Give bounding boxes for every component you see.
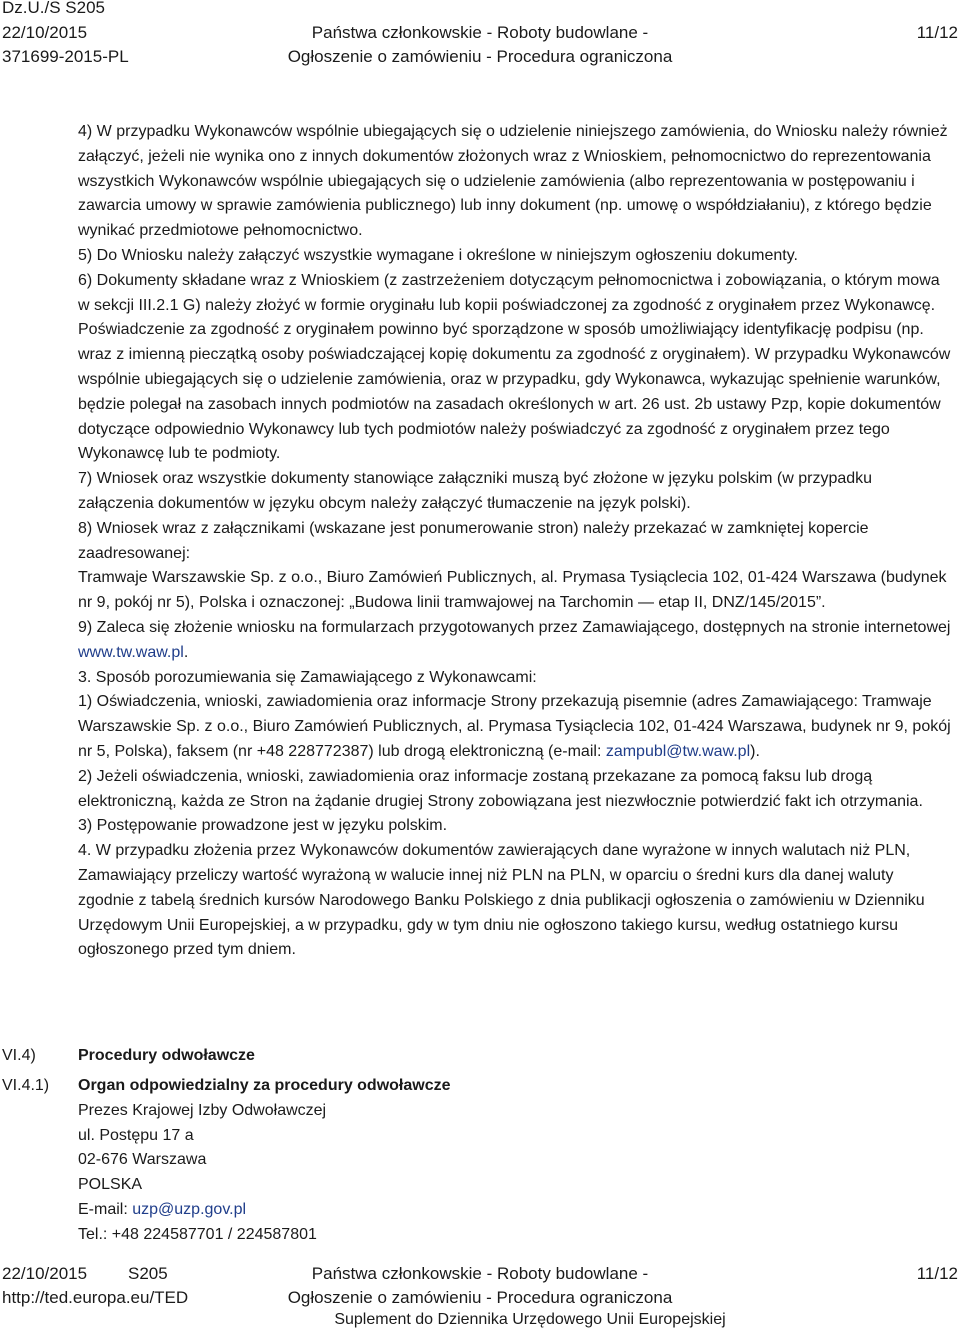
section-vi4-number: VI.4) xyxy=(2,1047,36,1064)
paragraph-7-language: 7) Wniosek oraz wszystkie dokumenty stanowiące załączniki muszą być złożone w języku polskim (w przypadku załączenia dokumentów w języku obcym należy załączyć tłumaczenie na język polski). xyxy=(78,470,873,512)
paragraph-9-forms xyxy=(78,616,952,666)
paragraph-3-1-end: ). xyxy=(750,742,760,760)
paragraph-3-1-text: 1) Oświadczenia, wnioski, zawiadomienia oraz informacje Strony przekazują pisemnie (adres Zamawiającego: Tramwaje Warszawskie Sp. z o.o., Biuro Zamówień Publicznych, al. Prymasa Tysiąclecia 102, 01-424 Warszawa, budynek nr 9, pokój nr 5, Polska), faksem (nr +48 228772387) lub drogą elektroniczną (e-mail: xyxy=(78,693,951,760)
email-link-zampubl[interactable]: zampubl@tw.waw.pl xyxy=(605,742,751,760)
email-link-uzp[interactable]: uzp@uzp.gov.pl xyxy=(132,1200,247,1218)
header-category: Państwa członkowskie - Roboty budowlane - xyxy=(311,23,649,42)
footer-date: 22/10/2015 xyxy=(2,1264,88,1283)
notice-body xyxy=(78,120,952,963)
section-vi41-number: VI.4.1) xyxy=(2,1077,50,1094)
header-journal-ref: Dz.U./S S205 xyxy=(2,0,105,17)
review-body-phone: Tel.: +48 224587701 / 224587801 xyxy=(78,1225,317,1243)
paragraph-8-address: Tramwaje Warszawskie Sp. z o.o., Biuro Zamówień Publicznych, al. Prymasa Tysiąclecia 102, 01-424 Warszawa (budynek nr 9, pokój nr 5), Polska i oznaczonej: „Budowa linii tramwajowej na Tarchomin — etap II, DNZ/145/2015”. xyxy=(78,569,947,612)
paragraph-5-required-documents: 5) Do Wniosku należy załączyć wszystkie wymagane i określone w niniejszym ogłoszeniu dokumenty. xyxy=(78,246,798,264)
paragraph-4-currency: 4. W przypadku złożenia przez Wykonawców dokumentów zawierających dane wyrażone w innych walutach niż PLN, Zamawiający przeliczy wartość wyrażoną w walucie innej niż PLN na PLN, w oparciu o średni kurs dla danej waluty zgodnie z tabelą średnich kursów Narodowego Banku Polskiego z dnia publikacji ogłoszenia o zamówieniu w Dzienniku Urzędowym Unii Europejskiej, a w przypadku, gdy w tym dniu nie ogłoszono takiego kursu, według ostatniego kursu ogłoszonego przed tym dniem. xyxy=(78,842,925,959)
paragraph-3-communication-title: 3. Sposób porozumiewania się Zamawiającego z Wykonawcami: xyxy=(78,668,537,686)
footer-category: Państwa członkowskie - Roboty budowlane - xyxy=(311,1264,649,1283)
email-label: E-mail: xyxy=(78,1200,133,1218)
header-date: 22/10/2015 xyxy=(2,23,88,42)
header-notice-type: Ogłoszenie o zamówieniu - Procedura ograniczona xyxy=(287,47,673,66)
footer-url[interactable]: http://ted.europa.eu/TED xyxy=(2,1288,189,1307)
header-page-number: 11/12 xyxy=(916,23,958,42)
footer-supplement: Suplement do Dziennika Urzędowego Unii Europejskiej xyxy=(334,1311,726,1328)
paragraph-4-joint-applicants: 4) W przypadku Wykonawców wspólnie ubiegających się o udzielenie niniejszego zamówienia, do Wniosku należy również załączyć, jeżeli nie wynika ono z innych dokumentów złożonych wraz z Wnioskiem, pełnomocnictwo do reprezentowania wszystkich Wykonawców wspólnie ubiegających się o udzielenie zamówienia (albo reprezentowania w postępowaniu i zawarcia umowy w sprawie zamówienia publicznego) lub inny dokument (np. umowę o współdziałaniu), z którego będzie wynikać przedmiotowe pełnomocnictwo. xyxy=(78,123,948,240)
review-body-country: POLSKA xyxy=(78,1176,143,1194)
section-vi41-title: Organ odpowiedzialny za procedury odwoławcze xyxy=(78,1077,451,1094)
section-vi4-title: Procedury odwoławcze xyxy=(78,1047,255,1064)
header-notice-id: 371699-2015-PL xyxy=(2,47,129,66)
footer-notice-type: Ogłoszenie o zamówieniu - Procedura ograniczona xyxy=(287,1288,673,1307)
paragraph-6-document-certification: 6) Dokumenty składane wraz z Wnioskiem (z zastrzeżeniem dotyczącym pełnomocnictwa i zobowiązania, o którym mowa w sekcji III.2.1 G) należy złożyć w formie oryginału lub kopii poświadczonej za zgodność z oryginałem przez Wykonawcę. Poświadczenie za zgodność z oryginałem powinno być sporządzone w sposób umożliwiający identyfikację podpisu (np. wraz z imienną pieczątką osoby poświadczającej kopię dokumentu za zgodność z oryginałem). W przypadku Wykonawców wspólnie ubiegających się o udzielenie zamówienia, oraz w przypadku, gdy Wykonawca, wykazując spełnienie warunków, będzie polegał na zasobach innych podmiotów na zasadach określonych w art. 26 ust. 2b ustawy Pzp, kopie dokumentów dotyczące odpowiednio Wykonawcy lub tych podmiotów należy poświadczyć za zgodność z oryginałem przez tego Wykonawcę lub te podmioty. xyxy=(78,271,951,463)
paragraph-8-envelope: 8) Wniosek wraz z załącznikami (wskazane jest ponumerowanie stron) należy przekazać w zamkniętej kopercie zaadresowanej: xyxy=(78,519,869,562)
section-vi41-block xyxy=(78,1074,451,1248)
paragraph-9-end: . xyxy=(183,643,189,661)
footer-issue: S205 xyxy=(128,1264,168,1283)
review-body-street: ul. Postępu 17 a xyxy=(78,1126,194,1144)
review-body-city: 02-676 Warszawa xyxy=(78,1151,207,1169)
paragraph-3-3-language: 3) Postępowanie prowadzone jest w języku polskim. xyxy=(78,817,448,835)
paragraph-3-2-confirmation: 2) Jeżeli oświadczenia, wnioski, zawiadomienia oraz informacje zostaną przekazane za pomocą faksu lub drogą elektroniczną, każda ze Stron na żądanie drugiej Strony zobowiązana jest niezwłocznie potwierdzić fakt ich otrzymania. xyxy=(78,767,923,810)
review-body-email-line xyxy=(78,1198,451,1223)
paragraph-9-text: 9) Zaleca się złożenie wniosku na formularzach przygotowanych przez Zamawiającego, dostępnych na stronie internetowej xyxy=(78,618,951,636)
review-body-name: Prezes Krajowej Izby Odwoławczej xyxy=(78,1101,327,1119)
paragraph-3-1-communication xyxy=(78,690,952,764)
footer-page-number: 11/12 xyxy=(916,1264,958,1283)
website-link[interactable]: www.tw.waw.pl xyxy=(78,643,184,661)
